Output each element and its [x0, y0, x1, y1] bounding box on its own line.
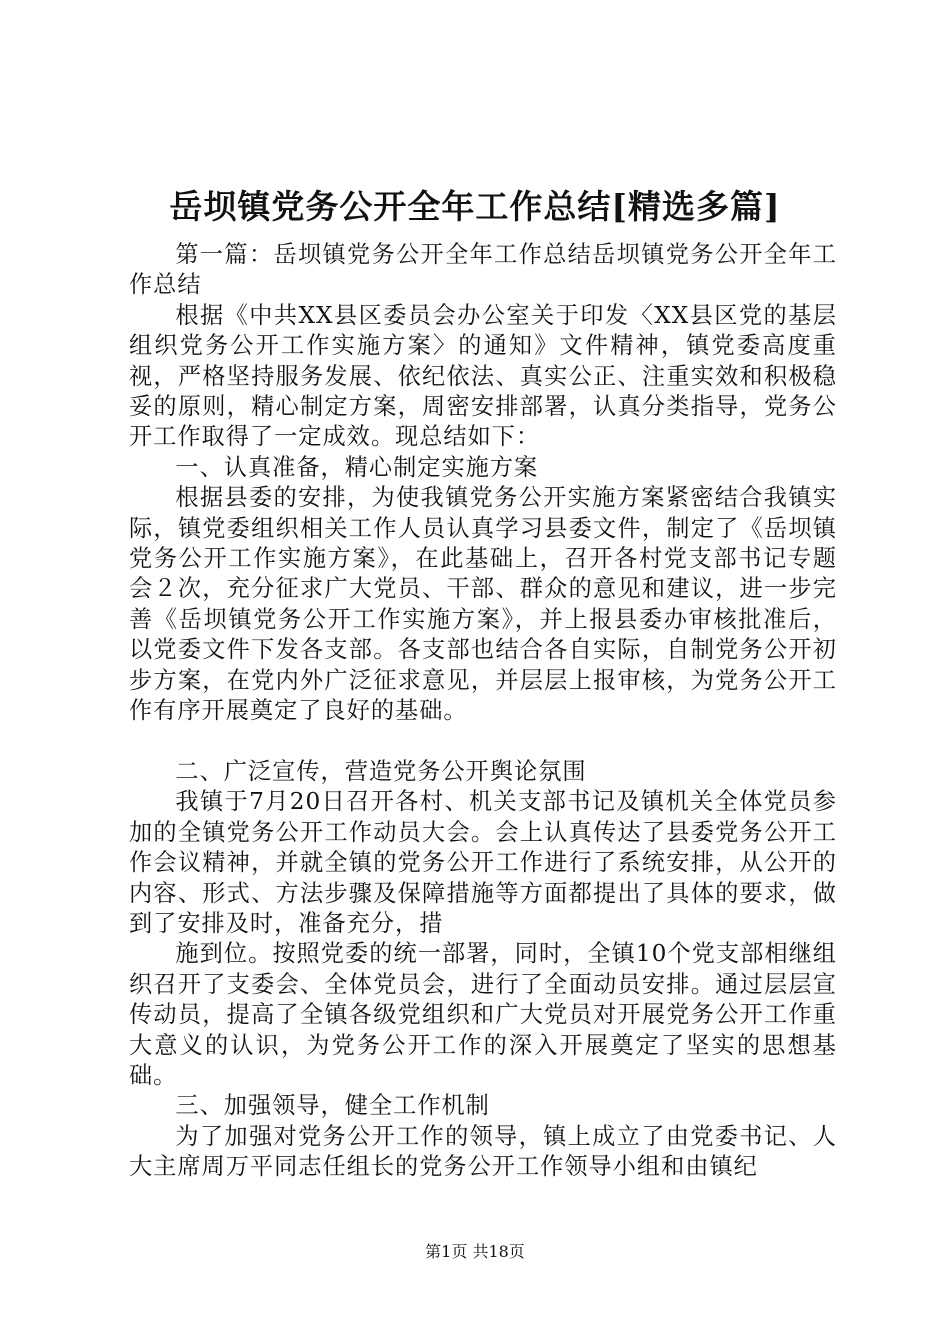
section-heading-1: 一、认真准备，精心制定实施方案: [175, 453, 539, 481]
intro-paragraph: 第一篇：岳坝镇党务公开全年工作总结岳坝镇党务公开全年工作总结: [129, 241, 837, 299]
page-number: 第1页 共18页: [425, 1242, 525, 1261]
document-body: [129, 240, 837, 1183]
body-paragraph: 我镇于7月20日召开各村、机关支部书记及镇机关全体党员参加的全镇党务公开工作动员大会。会上认真传达了县委党务公开工作会议精神，并就全镇的党务公开工作进行了系统安排，从公开的内容、形式、方法步骤及保障措施等方面都提出了具体的要求，做到了安排及时，准备充分，措: [129, 788, 837, 937]
document-title: 岳坝镇党务公开全年工作总结[精选多篇]: [169, 187, 781, 226]
body-paragraph: 根据《中共XX县区委员会办公室关于印发〈XX县区党的基层组织党务公开工作实施方案〉的通知》文件精神，镇党委高度重视，严格坚持服务发展、依纪依法、真实公正、注重实效和积极稳妥的原则，精心制定方案，周密安排部署，认真分类指导，党务公开工作取得了一定成效。现总结如下：: [129, 301, 837, 451]
paragraph-gap: [129, 727, 837, 757]
body-paragraph: 为了加强对党务公开工作的领导，镇上成立了由党委书记、人大主席周万平同志任组长的党务公开工作领导小组和由镇纪: [129, 1122, 837, 1181]
body-paragraph: 施到位。按照党委的统一部署，同时，全镇10个党支部相继组织召开了支委会、全体党员会，进行了全面动员安排。通过层层宣传动员，提高了全镇各级党组织和广大党员对开展党务公开工作重大意义的认识，为党务公开工作的深入开展奠定了坚实的思想基础。: [129, 940, 837, 1089]
section-heading-3: 三、加强领导，健全工作机制: [175, 1092, 490, 1120]
body-paragraph: 根据县委的安排，为使我镇党务公开实施方案紧密结合我镇实际，镇党委组织相关工作人员认真学习县委文件，制定了《岳坝镇党务公开工作实施方案》，在此基础上，召开各村党支部书记专题会２次，充分征求广大党员、干部、群众的意见和建议，进一步完善《岳坝镇党务公开工作实施方案》，并上报县委办审核批准后，以党委文件下发各支部。各支部也结合各自实际，自制党务公开初步方案，在党内外广泛征求意见，并层层上报审核，为党务公开工作有序开展奠定了良好的基础。: [129, 484, 837, 725]
section-heading-2: 二、广泛宣传，营造党务公开舆论氛围: [175, 757, 587, 785]
